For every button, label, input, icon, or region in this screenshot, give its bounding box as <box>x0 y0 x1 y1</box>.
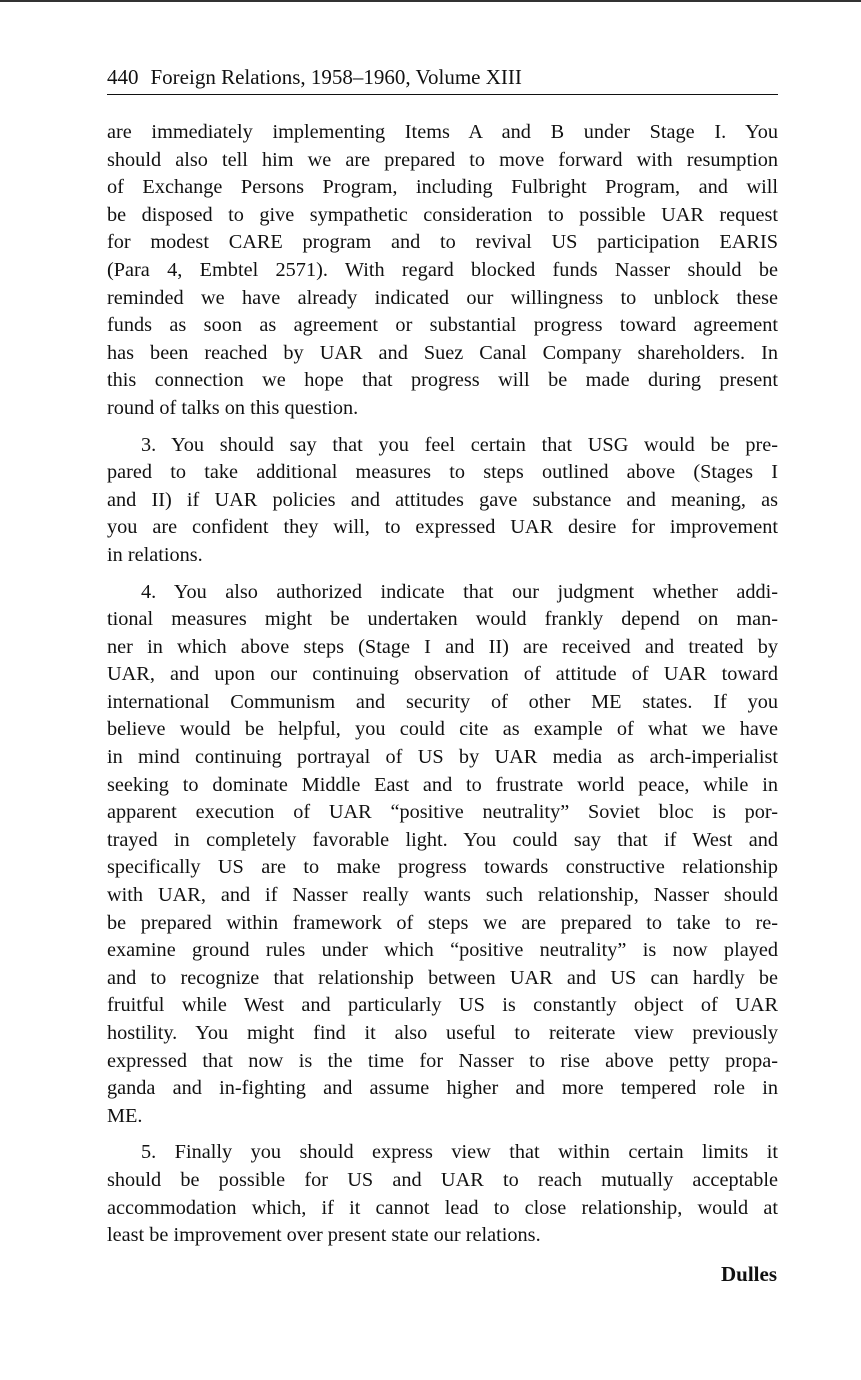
text-line: fruitful while West and particularly US is constantly object of UAR <box>107 994 778 1017</box>
text-line: of Exchange Persons Program, including Fulbright Program, and will <box>107 176 778 199</box>
text-line: round of talks on this question. <box>107 396 359 419</box>
page-top-border <box>0 0 861 2</box>
signature: Dulles <box>720 1262 777 1286</box>
text-line: accommodation which, if it cannot lead to close relationship, would at <box>107 1196 778 1219</box>
volume-title: Foreign Relations, 1958–1960, Volume XIII <box>150 65 522 89</box>
text-line: 5. Finally you should express view that within certain limits it <box>141 1141 778 1164</box>
text-line: this connection we hope that progress will be made during present <box>107 369 778 392</box>
text-line: tional measures might be undertaken would frankly depend on man- <box>107 608 778 631</box>
text-line: should be possible for US and UAR to reach mutually acceptable <box>107 1168 778 1191</box>
text-line: and II) if UAR policies and attitudes gave substance and meaning, as <box>107 488 778 511</box>
text-line: in mind continuing portrayal of US by UAR media as arch-imperialist <box>107 746 778 769</box>
text-line: pared to take additional measures to steps outlined above (Stages I <box>107 461 778 484</box>
paragraph <box>107 432 778 570</box>
paragraph <box>107 579 778 1131</box>
paragraph <box>107 1139 778 1249</box>
text-line: and to recognize that relationship between UAR and US can hardly be <box>107 966 778 989</box>
text-line: funds as soon as agreement or substantial progress toward agreement <box>107 314 778 337</box>
running-header <box>107 62 778 95</box>
text-line: trayed in completely favorable light. You could say that if West and <box>107 828 778 851</box>
text-line: with UAR, and if Nasser really wants such relationship, Nasser should <box>107 884 778 907</box>
text-line: ner in which above steps (Stage I and II) are received and treated by <box>107 635 778 658</box>
text-line: for modest CARE program and to revival US participation EARIS <box>107 231 778 254</box>
text-line: are immediately implementing Items A and B under Stage I. You <box>107 121 778 143</box>
text-line: in relations. <box>107 543 203 566</box>
text-line: hostility. You might find it also useful to reiterate view previously <box>107 1022 778 1044</box>
text-line: examine ground rules under which “positive neutrality” is now played <box>107 939 778 962</box>
text-line: 4. You also authorized indicate that our judgment whether addi- <box>141 580 778 603</box>
text-line: believe would be helpful, you could cite as example of what we have <box>107 718 778 741</box>
page-number: 440 <box>107 65 139 89</box>
text-line: ganda and in-fighting and assume higher and more tempered role in <box>107 1077 778 1100</box>
text-line: ME. <box>107 1104 143 1127</box>
text-line: has been reached by UAR and Suez Canal Company shareholders. In <box>107 341 778 364</box>
text-line: least be improvement over present state our relations. <box>107 1224 541 1247</box>
text-line: apparent execution of UAR “positive neutrality” Soviet bloc is por- <box>107 801 778 824</box>
paragraph <box>107 119 778 423</box>
document-body <box>107 119 778 1259</box>
text-line: international Communism and security of other ME states. If you <box>107 690 778 713</box>
text-line: UAR, and upon our continuing observation of attitude of UAR toward <box>107 663 778 686</box>
text-line: you are confident they will, to expressed UAR desire for improvement <box>107 516 778 539</box>
text-line: expressed that now is the time for Nasser to rise above petty propa- <box>107 1049 778 1072</box>
text-line: (Para 4, Embtel 2571). With regard blocked funds Nasser should be <box>107 258 778 281</box>
text-line: seeking to dominate Middle East and to frustrate world peace, while in <box>107 773 778 796</box>
text-line: reminded we have already indicated our willingness to unblock these <box>107 286 778 309</box>
text-line: 3. You should say that you feel certain that USG would be pre- <box>141 433 778 456</box>
text-line: be disposed to give sympathetic consideration to possible UAR request <box>107 203 778 226</box>
text-line: specifically US are to make progress towards constructive relationship <box>107 856 778 879</box>
text-line: should also tell him we are prepared to move forward with resumption <box>107 148 778 171</box>
text-line: be prepared within framework of steps we are prepared to take to re- <box>107 911 778 934</box>
